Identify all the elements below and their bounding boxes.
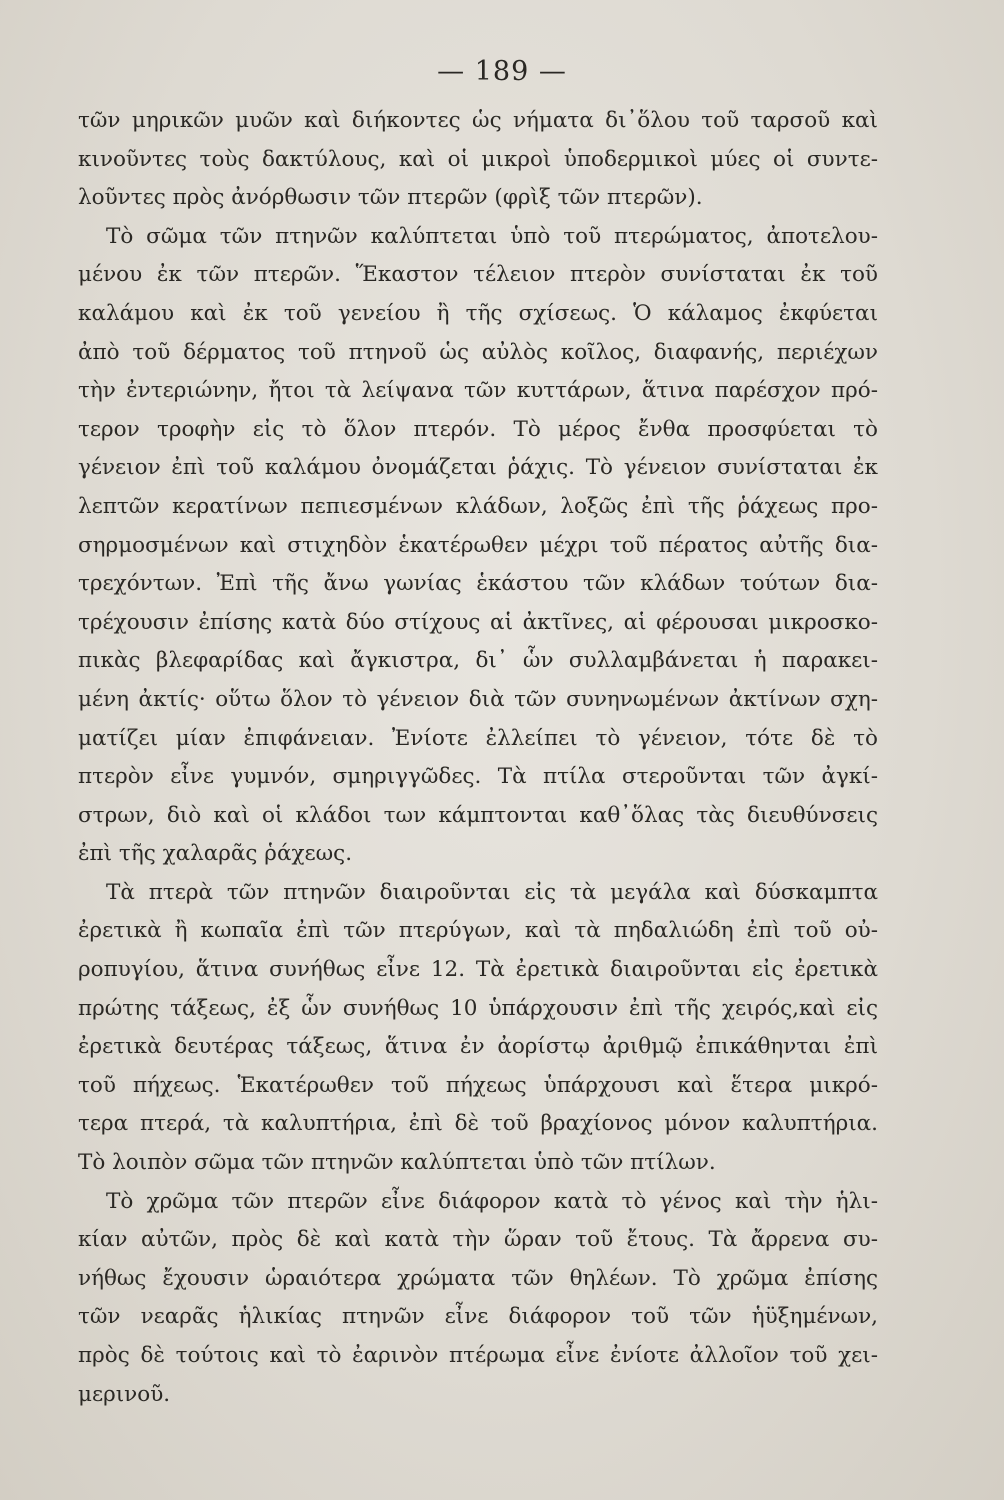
text-line: στρων, διὸ καὶ οἱ κλάδοι των κάμπτονται καθ᾿ὅλας τὰς διευθύνσεις [78,802,878,828]
text-line: καλάμου καὶ ἐκ τοῦ γενείου ἢ τῆς σχίσεως. Ὁ κάλαμος ἐκφύεται [78,300,878,326]
text-line: μένου ἐκ τῶν πτερῶν. Ἕκαστον τέλειον πτερὸν συνίσταται ἐκ τοῦ [78,262,878,288]
text-line: Τὸ σῶμα τῶν πτηνῶν καλύπτεται ὑπὸ τοῦ πτερώματος, ἀποτελου- [106,223,878,249]
body-text [78,102,878,1414]
text-line: τὴν ἐντεριώνην, ἤτοι τὰ λείψανα τῶν κυττάρων, ἅτινα παρέσχον πρό- [78,378,878,404]
text-line: τερα πτερά, τὰ καλυπτήρια, ἐπὶ δὲ τοῦ βραχίονος μόνον καλυπτήρια. [78,1111,878,1137]
text-line: ματίζει μίαν ἐπιφάνειαν. Ἐνίοτε ἐλλείπει τὸ γένειον, τότε δὲ τὸ [78,725,878,751]
text-line: κινοῦντες τοὺς δακτύλους, καὶ οἱ μικροὶ ὑποδερμικοὶ μύες οἱ συντε- [78,146,878,172]
text-line: τῶν νεαρᾶς ἡλικίας πτηνῶν εἶνε διάφορον τοῦ τῶν ἡϋξημένων, [78,1304,878,1330]
text-line: πτερὸν εἶνε γυμνόν, σμηριγγῶδες. Τὰ πτίλα στεροῦνται τῶν ἀγκί- [78,764,878,790]
text-line: Τὰ πτερὰ τῶν πτηνῶν διαιροῦνται εἰς τὰ μεγάλα καὶ δύσκαμπτα [106,879,878,905]
text-line: Τὸ λοιπὸν σῶμα τῶν πτηνῶν καλύπτεται ὑπὸ τῶν πτίλων. [78,1150,716,1176]
text-line: πικὰς βλεφαρίδας καὶ ἄγκιστρα, δι᾿ ὧν συλλαμβάνεται ἡ παρακει- [78,648,878,674]
text-line: λοῦντες πρὸς ἀνόρθωσιν τῶν πτερῶν (φρὶξ τῶν πτερῶν). [78,185,703,211]
text-line: γένειον ἐπὶ τοῦ καλάμου ὀνομάζεται ῥάχις. Τὸ γένειον συνίσταται ἐκ [78,455,878,481]
text-line: κίαν αὐτῶν, πρὸς δὲ καὶ κατὰ τὴν ὥραν τοῦ ἔτους. Τὰ ἄρρενα συ- [78,1227,878,1253]
text-line: ροπυγίου, ἅτινα συνήθως εἶνε 12. Τὰ ἐρετικὰ διαιροῦνται εἰς ἐρετικὰ [78,957,878,983]
text-line: μένη ἀκτίς· οὕτω ὅλον τὸ γένειον διὰ τῶν συνηνωμένων ἀκτίνων σχη- [78,686,878,712]
text-line: τερον τροφὴν εἰς τὸ ὅλον πτερόν. Τὸ μέρος ἔνθα προσφύεται τὸ [78,416,878,442]
text-line: Τὸ χρῶμα τῶν πτερῶν εἶνε διάφορον κατὰ τὸ γένος καὶ τὴν ἡλι- [106,1188,878,1214]
text-line: πρὸς δὲ τούτοις καὶ τὸ ἐαρινὸν πτέρωμα εἶνε ἐνίοτε ἀλλοῖον τοῦ χει- [78,1343,878,1368]
text-line: τρεχόντων. Ἐπὶ τῆς ἄνω γωνίας ἑκάστου τῶν κλάδων τούτων δια- [78,571,878,597]
text-line: ἐρετικὰ ἢ κωπαῖα ἐπὶ τῶν πτερύγων, καὶ τὰ πηδαλιώδη ἐπὶ τοῦ οὐ- [78,918,878,944]
text-line: ἐρετικὰ δευτέρας τάξεως, ἅτινα ἐν ἀορίστῳ ἀριθμῷ ἐπικάθηνται ἐπὶ [78,1034,878,1060]
text-line: μερινοῦ. [78,1381,171,1407]
text-line: τοῦ πήχεως. Ἑκατέρωθεν τοῦ πήχεως ὑπάρχουσι καὶ ἕτερα μικρό- [78,1072,878,1098]
text-line: λεπτῶν κερατίνων πεπιεσμένων κλάδων, λοξῶς ἐπὶ τῆς ῥάχεως προ- [78,493,878,519]
text-line: νήθως ἔχουσιν ὡραιότερα χρώματα τῶν θηλέων. Τὸ χρῶμα ἐπίσης [78,1265,878,1291]
page-number: — 189 — [437,56,567,87]
text-line: σηρμοσμένων καὶ στιχηδὸν ἑκατέρωθεν μέχρι τοῦ πέρατος αὐτῆς δια- [78,532,878,558]
text-line: τρέχουσιν ἐπίσης κατὰ δύο στίχους αἱ ἀκτῖνες, αἱ φέρουσαι μικροσκο- [78,609,878,635]
text-line: ἀπὸ τοῦ δέρματος τοῦ πτηνοῦ ὡς αὐλὸς κοῖλος, διαφανής, περιέχων [78,339,878,365]
text-line: τῶν μηρικῶν μυῶν καὶ διήκοντες ὡς νήματα δι᾿ὅλου τοῦ ταρσοῦ καὶ [78,108,878,133]
text-line: πρώτης τάξεως, ἐξ ὧν συνήθως 10 ὑπάρχουσιν ἐπὶ τῆς χειρός,καὶ εἰς [78,995,878,1021]
text-line: ἐπὶ τῆς χαλαρᾶς ῥάχεως. [78,841,353,867]
